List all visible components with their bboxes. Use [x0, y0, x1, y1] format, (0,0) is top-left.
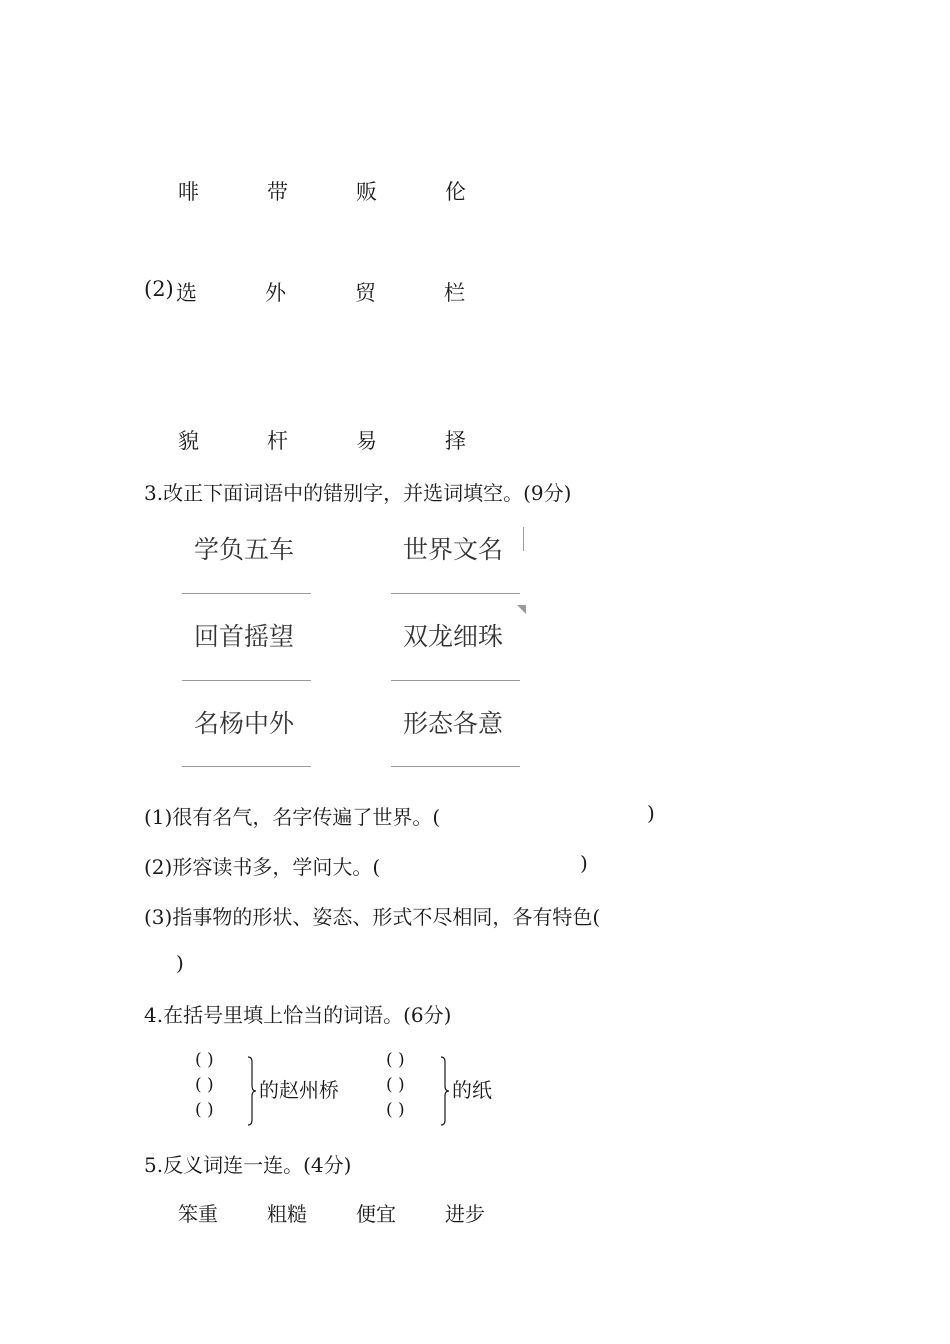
blank-6[interactable]: ( ) — [386, 1100, 405, 1120]
divider — [523, 527, 524, 551]
char-4: 伦 — [445, 180, 466, 204]
question-2-label: (2) — [144, 277, 174, 301]
antonym-word-2: 粗糙 — [267, 1202, 307, 1226]
char-8: 栏 — [444, 281, 465, 305]
q3-item-2-close: ) — [580, 851, 588, 875]
question-3-title: 3.改正下面词语中的错别字，并选词填空。(9分) — [144, 481, 572, 505]
answer-line-3[interactable] — [182, 680, 311, 681]
char-2: 带 — [267, 180, 288, 204]
char-9: 貌 — [178, 429, 199, 453]
char-6: 外 — [265, 281, 286, 305]
q3-item-2-text: (2)形容读书多，学问大。( — [144, 855, 381, 879]
blank-2[interactable]: ( ) — [195, 1075, 214, 1095]
answer-line-1[interactable] — [182, 593, 311, 594]
char-5: 选 — [176, 281, 197, 305]
word-3: 回首摇望 — [194, 622, 295, 651]
question-5-title: 5.反义词连一连。(4分) — [144, 1153, 352, 1177]
q3-item-3-text: (3)指事物的形状、姿态、形式不尽相同，各有特色( — [144, 905, 601, 929]
brace-icon-2 — [439, 1056, 449, 1126]
brace-icon-1 — [246, 1056, 256, 1126]
blank-3[interactable]: ( ) — [195, 1100, 214, 1120]
answer-line-6[interactable] — [391, 766, 520, 767]
answer-line-5[interactable] — [182, 766, 311, 767]
word-4: 双龙细珠 — [403, 622, 504, 651]
blank-5[interactable]: ( ) — [386, 1075, 405, 1095]
q3-item-3-close: ) — [176, 951, 184, 975]
word-2: 世界文名 — [403, 535, 504, 564]
antonym-word-1: 笨重 — [178, 1202, 218, 1226]
char-7: 贸 — [355, 281, 376, 305]
word-5: 名杨中外 — [194, 709, 295, 738]
q3-item-1-close: ) — [647, 801, 655, 825]
group-2-label: 的纸 — [452, 1078, 492, 1102]
word-1: 学负五车 — [194, 535, 295, 564]
char-1: 啡 — [178, 180, 199, 204]
char-10: 杆 — [267, 429, 288, 453]
blank-4[interactable]: ( ) — [386, 1050, 405, 1070]
question-4-title: 4.在括号里填上恰当的词语。(6分) — [144, 1003, 452, 1027]
antonym-word-4: 进步 — [445, 1202, 485, 1226]
answer-line-4[interactable] — [391, 680, 520, 681]
word-6: 形态各意 — [403, 709, 504, 738]
char-12: 择 — [445, 429, 466, 453]
char-11: 易 — [356, 429, 377, 453]
corner-mark — [517, 605, 526, 614]
q3-item-1-text: (1)很有名气，名字传遍了世界。( — [144, 805, 441, 829]
group-1-label: 的赵州桥 — [259, 1078, 339, 1102]
antonym-word-3: 便宜 — [356, 1202, 396, 1226]
blank-1[interactable]: ( ) — [195, 1050, 214, 1070]
char-3: 贩 — [356, 180, 377, 204]
answer-line-2[interactable] — [391, 593, 520, 594]
